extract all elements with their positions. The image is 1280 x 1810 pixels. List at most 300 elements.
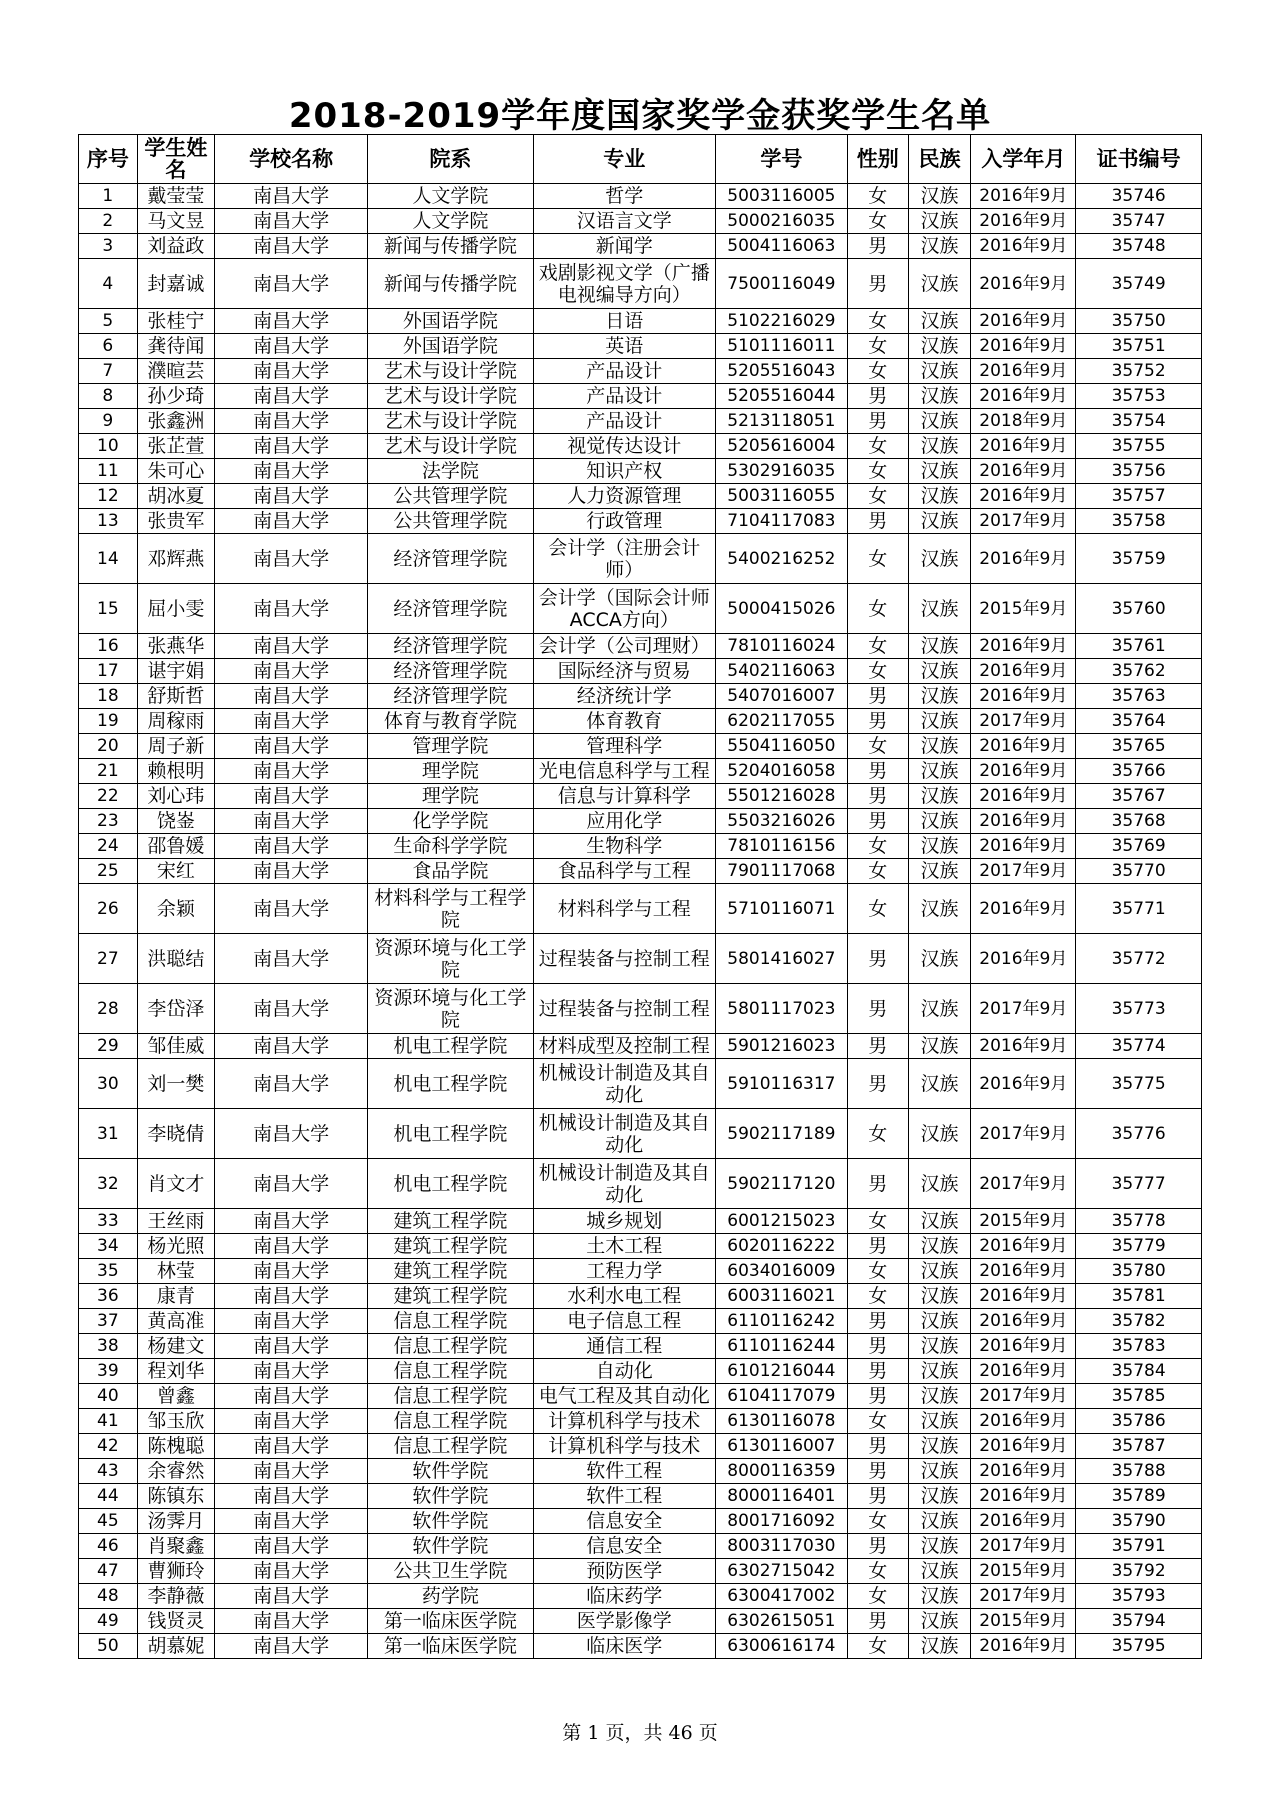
cell-certificate-no: 35787 bbox=[1076, 1434, 1202, 1459]
cell-ethnicity: 汉族 bbox=[908, 634, 971, 659]
cell-school: 南昌大学 bbox=[215, 1309, 368, 1334]
cell-department: 信息工程学院 bbox=[368, 1409, 534, 1434]
cell-department: 建筑工程学院 bbox=[368, 1284, 534, 1309]
cell-gender: 女 bbox=[847, 459, 908, 484]
cell-department: 机电工程学院 bbox=[368, 1109, 534, 1159]
cell-major: 光电信息科学与工程 bbox=[533, 759, 715, 784]
cell-department: 经济管理学院 bbox=[368, 584, 534, 634]
cell-index: 13 bbox=[79, 509, 138, 534]
cell-name: 张燕华 bbox=[137, 634, 215, 659]
cell-ethnicity: 汉族 bbox=[908, 359, 971, 384]
cell-gender: 女 bbox=[847, 1259, 908, 1284]
cell-certificate-no: 35765 bbox=[1076, 734, 1202, 759]
cell-enroll-date: 2015年9月 bbox=[971, 1609, 1076, 1634]
cell-major: 产品设计 bbox=[533, 409, 715, 434]
cell-certificate-no: 35766 bbox=[1076, 759, 1202, 784]
cell-major: 软件工程 bbox=[533, 1459, 715, 1484]
cell-student-id: 6130116007 bbox=[715, 1434, 847, 1459]
header-school: 学校名称 bbox=[215, 135, 368, 184]
cell-student-id: 5501216028 bbox=[715, 784, 847, 809]
cell-enroll-date: 2016年9月 bbox=[971, 884, 1076, 934]
cell-enroll-date: 2016年9月 bbox=[971, 459, 1076, 484]
cell-student-id: 6202117055 bbox=[715, 709, 847, 734]
cell-department: 公共卫生学院 bbox=[368, 1559, 534, 1584]
cell-department: 机电工程学院 bbox=[368, 1059, 534, 1109]
cell-enroll-date: 2016年9月 bbox=[971, 634, 1076, 659]
cell-student-id: 5205516044 bbox=[715, 384, 847, 409]
cell-enroll-date: 2017年9月 bbox=[971, 709, 1076, 734]
cell-certificate-no: 35764 bbox=[1076, 709, 1202, 734]
cell-enroll-date: 2017年9月 bbox=[971, 1534, 1076, 1559]
cell-enroll-date: 2016年9月 bbox=[971, 1434, 1076, 1459]
cell-school: 南昌大学 bbox=[215, 209, 368, 234]
cell-student-id: 8001716092 bbox=[715, 1509, 847, 1534]
cell-school: 南昌大学 bbox=[215, 434, 368, 459]
cell-gender: 男 bbox=[847, 684, 908, 709]
cell-student-id: 6101216044 bbox=[715, 1359, 847, 1384]
cell-gender: 女 bbox=[847, 859, 908, 884]
cell-ethnicity: 汉族 bbox=[908, 734, 971, 759]
cell-enroll-date: 2016年9月 bbox=[971, 834, 1076, 859]
cell-student-id: 7810116024 bbox=[715, 634, 847, 659]
cell-ethnicity: 汉族 bbox=[908, 234, 971, 259]
cell-student-id: 5801117023 bbox=[715, 984, 847, 1034]
cell-gender: 男 bbox=[847, 1609, 908, 1634]
cell-school: 南昌大学 bbox=[215, 234, 368, 259]
table-row bbox=[79, 1534, 1202, 1559]
cell-certificate-no: 35791 bbox=[1076, 1534, 1202, 1559]
cell-index: 28 bbox=[79, 984, 138, 1034]
cell-index: 1 bbox=[79, 184, 138, 209]
cell-department: 药学院 bbox=[368, 1584, 534, 1609]
table-row bbox=[79, 1509, 1202, 1534]
cell-certificate-no: 35774 bbox=[1076, 1034, 1202, 1059]
cell-name: 周子新 bbox=[137, 734, 215, 759]
cell-major: 经济统计学 bbox=[533, 684, 715, 709]
cell-index: 30 bbox=[79, 1059, 138, 1109]
cell-school: 南昌大学 bbox=[215, 1559, 368, 1584]
cell-major: 新闻学 bbox=[533, 234, 715, 259]
cell-certificate-no: 35749 bbox=[1076, 259, 1202, 309]
cell-name: 封嘉诚 bbox=[137, 259, 215, 309]
cell-student-id: 8000116359 bbox=[715, 1459, 847, 1484]
cell-ethnicity: 汉族 bbox=[908, 659, 971, 684]
cell-ethnicity: 汉族 bbox=[908, 1609, 971, 1634]
table-row bbox=[79, 784, 1202, 809]
cell-school: 南昌大学 bbox=[215, 859, 368, 884]
cell-school: 南昌大学 bbox=[215, 1259, 368, 1284]
cell-school: 南昌大学 bbox=[215, 409, 368, 434]
cell-school: 南昌大学 bbox=[215, 734, 368, 759]
cell-index: 5 bbox=[79, 309, 138, 334]
cell-certificate-no: 35772 bbox=[1076, 934, 1202, 984]
cell-enroll-date: 2016年9月 bbox=[971, 534, 1076, 584]
cell-department: 理学院 bbox=[368, 784, 534, 809]
cell-gender: 男 bbox=[847, 759, 908, 784]
cell-major: 产品设计 bbox=[533, 359, 715, 384]
cell-major: 通信工程 bbox=[533, 1334, 715, 1359]
cell-student-id: 5901216023 bbox=[715, 1034, 847, 1059]
cell-major: 机械设计制造及其自动化 bbox=[533, 1159, 715, 1209]
cell-ethnicity: 汉族 bbox=[908, 1384, 971, 1409]
cell-name: 刘心玮 bbox=[137, 784, 215, 809]
cell-ethnicity: 汉族 bbox=[908, 684, 971, 709]
cell-gender: 女 bbox=[847, 1584, 908, 1609]
cell-department: 信息工程学院 bbox=[368, 1434, 534, 1459]
cell-name: 曾鑫 bbox=[137, 1384, 215, 1409]
table-row bbox=[79, 509, 1202, 534]
cell-index: 36 bbox=[79, 1284, 138, 1309]
cell-enroll-date: 2016年9月 bbox=[971, 184, 1076, 209]
cell-name: 李岱泽 bbox=[137, 984, 215, 1034]
table-row bbox=[79, 409, 1202, 434]
cell-gender: 女 bbox=[847, 184, 908, 209]
cell-ethnicity: 汉族 bbox=[908, 1259, 971, 1284]
cell-enroll-date: 2015年9月 bbox=[971, 1209, 1076, 1234]
cell-student-id: 6020116222 bbox=[715, 1234, 847, 1259]
cell-ethnicity: 汉族 bbox=[908, 784, 971, 809]
table-row bbox=[79, 1209, 1202, 1234]
cell-index: 44 bbox=[79, 1484, 138, 1509]
cell-major: 信息安全 bbox=[533, 1534, 715, 1559]
cell-index: 16 bbox=[79, 634, 138, 659]
cell-gender: 男 bbox=[847, 784, 908, 809]
cell-name: 宋红 bbox=[137, 859, 215, 884]
table-row bbox=[79, 534, 1202, 584]
cell-school: 南昌大学 bbox=[215, 784, 368, 809]
table-body bbox=[79, 184, 1202, 1659]
cell-index: 41 bbox=[79, 1409, 138, 1434]
table-row bbox=[79, 184, 1202, 209]
cell-major: 电气工程及其自动化 bbox=[533, 1384, 715, 1409]
cell-certificate-no: 35756 bbox=[1076, 459, 1202, 484]
cell-name: 张贵军 bbox=[137, 509, 215, 534]
cell-school: 南昌大学 bbox=[215, 1159, 368, 1209]
cell-major: 材料科学与工程 bbox=[533, 884, 715, 934]
cell-gender: 女 bbox=[847, 534, 908, 584]
cell-index: 21 bbox=[79, 759, 138, 784]
cell-ethnicity: 汉族 bbox=[908, 334, 971, 359]
cell-index: 38 bbox=[79, 1334, 138, 1359]
cell-department: 软件学院 bbox=[368, 1484, 534, 1509]
cell-certificate-no: 35752 bbox=[1076, 359, 1202, 384]
cell-ethnicity: 汉族 bbox=[908, 1034, 971, 1059]
cell-gender: 女 bbox=[847, 659, 908, 684]
cell-gender: 男 bbox=[847, 1234, 908, 1259]
cell-school: 南昌大学 bbox=[215, 309, 368, 334]
cell-name: 张芷萱 bbox=[137, 434, 215, 459]
cell-school: 南昌大学 bbox=[215, 1634, 368, 1659]
cell-name: 赖根明 bbox=[137, 759, 215, 784]
cell-ethnicity: 汉族 bbox=[908, 1359, 971, 1384]
table-row bbox=[79, 884, 1202, 934]
cell-gender: 男 bbox=[847, 509, 908, 534]
cell-certificate-no: 35783 bbox=[1076, 1334, 1202, 1359]
cell-school: 南昌大学 bbox=[215, 834, 368, 859]
cell-index: 20 bbox=[79, 734, 138, 759]
cell-certificate-no: 35776 bbox=[1076, 1109, 1202, 1159]
cell-ethnicity: 汉族 bbox=[908, 1559, 971, 1584]
cell-certificate-no: 35779 bbox=[1076, 1234, 1202, 1259]
cell-student-id: 5402116063 bbox=[715, 659, 847, 684]
cell-student-id: 7810116156 bbox=[715, 834, 847, 859]
table-row bbox=[79, 259, 1202, 309]
cell-ethnicity: 汉族 bbox=[908, 1309, 971, 1334]
table-row bbox=[79, 1409, 1202, 1434]
cell-student-id: 5503216026 bbox=[715, 809, 847, 834]
cell-department: 理学院 bbox=[368, 759, 534, 784]
cell-certificate-no: 35760 bbox=[1076, 584, 1202, 634]
cell-major: 哲学 bbox=[533, 184, 715, 209]
cell-gender: 男 bbox=[847, 1484, 908, 1509]
table-row bbox=[79, 684, 1202, 709]
table-row bbox=[79, 1359, 1202, 1384]
cell-name: 杨光照 bbox=[137, 1234, 215, 1259]
cell-name: 汤霁月 bbox=[137, 1509, 215, 1534]
table-row bbox=[79, 984, 1202, 1034]
cell-name: 朱可心 bbox=[137, 459, 215, 484]
cell-enroll-date: 2016年9月 bbox=[971, 684, 1076, 709]
cell-major: 过程装备与控制工程 bbox=[533, 934, 715, 984]
cell-enroll-date: 2016年9月 bbox=[971, 359, 1076, 384]
cell-certificate-no: 35771 bbox=[1076, 884, 1202, 934]
cell-student-id: 5102216029 bbox=[715, 309, 847, 334]
cell-ethnicity: 汉族 bbox=[908, 259, 971, 309]
table-row bbox=[79, 859, 1202, 884]
cell-name: 程刘华 bbox=[137, 1359, 215, 1384]
cell-enroll-date: 2016年9月 bbox=[971, 659, 1076, 684]
cell-school: 南昌大学 bbox=[215, 509, 368, 534]
table-row bbox=[79, 759, 1202, 784]
cell-student-id: 5910116317 bbox=[715, 1059, 847, 1109]
cell-enroll-date: 2016年9月 bbox=[971, 1359, 1076, 1384]
cell-gender: 男 bbox=[847, 384, 908, 409]
cell-ethnicity: 汉族 bbox=[908, 884, 971, 934]
cell-department: 食品学院 bbox=[368, 859, 534, 884]
cell-certificate-no: 35773 bbox=[1076, 984, 1202, 1034]
cell-certificate-no: 35781 bbox=[1076, 1284, 1202, 1309]
table-row bbox=[79, 1484, 1202, 1509]
cell-student-id: 6302615051 bbox=[715, 1609, 847, 1634]
cell-index: 9 bbox=[79, 409, 138, 434]
cell-index: 37 bbox=[79, 1309, 138, 1334]
table-row bbox=[79, 659, 1202, 684]
cell-major: 工程力学 bbox=[533, 1259, 715, 1284]
cell-index: 11 bbox=[79, 459, 138, 484]
cell-index: 18 bbox=[79, 684, 138, 709]
cell-school: 南昌大学 bbox=[215, 809, 368, 834]
cell-index: 43 bbox=[79, 1459, 138, 1484]
header-student-id: 学号 bbox=[715, 135, 847, 184]
cell-name: 邹玉欣 bbox=[137, 1409, 215, 1434]
header-major: 专业 bbox=[533, 135, 715, 184]
cell-enroll-date: 2018年9月 bbox=[971, 409, 1076, 434]
page-footer: 第 1 页，共 46 页 bbox=[562, 1722, 718, 1744]
cell-ethnicity: 汉族 bbox=[908, 1584, 971, 1609]
cell-index: 2 bbox=[79, 209, 138, 234]
cell-index: 24 bbox=[79, 834, 138, 859]
table-row bbox=[79, 809, 1202, 834]
cell-major: 机械设计制造及其自动化 bbox=[533, 1109, 715, 1159]
cell-gender: 男 bbox=[847, 1034, 908, 1059]
cell-school: 南昌大学 bbox=[215, 1034, 368, 1059]
cell-name: 李静薇 bbox=[137, 1584, 215, 1609]
cell-certificate-no: 35757 bbox=[1076, 484, 1202, 509]
cell-major: 临床医学 bbox=[533, 1634, 715, 1659]
cell-student-id: 6110116244 bbox=[715, 1334, 847, 1359]
cell-gender: 女 bbox=[847, 1509, 908, 1534]
cell-school: 南昌大学 bbox=[215, 659, 368, 684]
cell-department: 外国语学院 bbox=[368, 334, 534, 359]
cell-gender: 男 bbox=[847, 709, 908, 734]
cell-index: 6 bbox=[79, 334, 138, 359]
cell-index: 34 bbox=[79, 1234, 138, 1259]
cell-school: 南昌大学 bbox=[215, 1459, 368, 1484]
cell-student-id: 5000415026 bbox=[715, 584, 847, 634]
cell-enroll-date: 2017年9月 bbox=[971, 1109, 1076, 1159]
cell-certificate-no: 35759 bbox=[1076, 534, 1202, 584]
table-row bbox=[79, 734, 1202, 759]
table-row bbox=[79, 834, 1202, 859]
cell-department: 机电工程学院 bbox=[368, 1034, 534, 1059]
cell-name: 黄高准 bbox=[137, 1309, 215, 1334]
cell-student-id: 5902117120 bbox=[715, 1159, 847, 1209]
cell-school: 南昌大学 bbox=[215, 484, 368, 509]
table-row bbox=[79, 334, 1202, 359]
cell-major: 临床药学 bbox=[533, 1584, 715, 1609]
table-header-row bbox=[79, 135, 1202, 184]
cell-enroll-date: 2017年9月 bbox=[971, 1384, 1076, 1409]
cell-school: 南昌大学 bbox=[215, 384, 368, 409]
cell-enroll-date: 2016年9月 bbox=[971, 1259, 1076, 1284]
cell-major: 医学影像学 bbox=[533, 1609, 715, 1634]
cell-ethnicity: 汉族 bbox=[908, 834, 971, 859]
cell-student-id: 5205616004 bbox=[715, 434, 847, 459]
cell-gender: 女 bbox=[847, 359, 908, 384]
cell-certificate-no: 35769 bbox=[1076, 834, 1202, 859]
cell-school: 南昌大学 bbox=[215, 1409, 368, 1434]
cell-name: 林莹 bbox=[137, 1259, 215, 1284]
cell-department: 生命科学学院 bbox=[368, 834, 534, 859]
cell-department: 外国语学院 bbox=[368, 309, 534, 334]
cell-department: 软件学院 bbox=[368, 1459, 534, 1484]
cell-school: 南昌大学 bbox=[215, 1509, 368, 1534]
cell-gender: 女 bbox=[847, 309, 908, 334]
cell-enroll-date: 2015年9月 bbox=[971, 584, 1076, 634]
cell-enroll-date: 2016年9月 bbox=[971, 309, 1076, 334]
cell-name: 刘益政 bbox=[137, 234, 215, 259]
cell-student-id: 5000216035 bbox=[715, 209, 847, 234]
cell-major: 会计学（注册会计师） bbox=[533, 534, 715, 584]
cell-enroll-date: 2016年9月 bbox=[971, 1059, 1076, 1109]
cell-department: 公共管理学院 bbox=[368, 509, 534, 534]
table-row bbox=[79, 1384, 1202, 1409]
cell-school: 南昌大学 bbox=[215, 1484, 368, 1509]
cell-certificate-no: 35768 bbox=[1076, 809, 1202, 834]
header-enroll-date: 入学年月 bbox=[971, 135, 1076, 184]
cell-school: 南昌大学 bbox=[215, 1209, 368, 1234]
cell-gender: 女 bbox=[847, 484, 908, 509]
cell-index: 19 bbox=[79, 709, 138, 734]
cell-enroll-date: 2016年9月 bbox=[971, 209, 1076, 234]
cell-enroll-date: 2016年9月 bbox=[971, 259, 1076, 309]
cell-department: 新闻与传播学院 bbox=[368, 234, 534, 259]
cell-gender: 男 bbox=[847, 1059, 908, 1109]
cell-major: 会计学（国际会计师ACCA方向） bbox=[533, 584, 715, 634]
cell-student-id: 5213118051 bbox=[715, 409, 847, 434]
cell-major: 汉语言文学 bbox=[533, 209, 715, 234]
cell-gender: 男 bbox=[847, 1159, 908, 1209]
cell-index: 4 bbox=[79, 259, 138, 309]
cell-ethnicity: 汉族 bbox=[908, 534, 971, 584]
table-row bbox=[79, 1584, 1202, 1609]
cell-department: 建筑工程学院 bbox=[368, 1209, 534, 1234]
cell-major: 预防医学 bbox=[533, 1559, 715, 1584]
cell-school: 南昌大学 bbox=[215, 1434, 368, 1459]
cell-enroll-date: 2016年9月 bbox=[971, 734, 1076, 759]
cell-gender: 女 bbox=[847, 734, 908, 759]
cell-student-id: 7104117083 bbox=[715, 509, 847, 534]
cell-enroll-date: 2016年9月 bbox=[971, 1509, 1076, 1534]
table-row bbox=[79, 709, 1202, 734]
cell-student-id: 6003116021 bbox=[715, 1284, 847, 1309]
cell-major: 行政管理 bbox=[533, 509, 715, 534]
cell-name: 饶崟 bbox=[137, 809, 215, 834]
cell-name: 曹狮玲 bbox=[137, 1559, 215, 1584]
table-row bbox=[79, 384, 1202, 409]
cell-student-id: 5710116071 bbox=[715, 884, 847, 934]
cell-certificate-no: 35763 bbox=[1076, 684, 1202, 709]
cell-enroll-date: 2016年9月 bbox=[971, 784, 1076, 809]
cell-major: 土木工程 bbox=[533, 1234, 715, 1259]
cell-certificate-no: 35786 bbox=[1076, 1409, 1202, 1434]
cell-student-id: 5407016007 bbox=[715, 684, 847, 709]
cell-ethnicity: 汉族 bbox=[908, 1284, 971, 1309]
cell-major: 电子信息工程 bbox=[533, 1309, 715, 1334]
cell-school: 南昌大学 bbox=[215, 1609, 368, 1634]
cell-school: 南昌大学 bbox=[215, 584, 368, 634]
cell-name: 余睿然 bbox=[137, 1459, 215, 1484]
cell-major: 软件工程 bbox=[533, 1484, 715, 1509]
cell-gender: 女 bbox=[847, 334, 908, 359]
cell-school: 南昌大学 bbox=[215, 534, 368, 584]
cell-name: 张鑫洲 bbox=[137, 409, 215, 434]
cell-school: 南昌大学 bbox=[215, 259, 368, 309]
cell-certificate-no: 35767 bbox=[1076, 784, 1202, 809]
cell-major: 国际经济与贸易 bbox=[533, 659, 715, 684]
cell-student-id: 6104117079 bbox=[715, 1384, 847, 1409]
cell-index: 29 bbox=[79, 1034, 138, 1059]
cell-major: 人力资源管理 bbox=[533, 484, 715, 509]
cell-student-id: 6300616174 bbox=[715, 1634, 847, 1659]
cell-department: 艺术与设计学院 bbox=[368, 359, 534, 384]
cell-department: 软件学院 bbox=[368, 1509, 534, 1534]
cell-gender: 女 bbox=[847, 1409, 908, 1434]
cell-enroll-date: 2017年9月 bbox=[971, 1159, 1076, 1209]
cell-ethnicity: 汉族 bbox=[908, 584, 971, 634]
table-row bbox=[79, 1559, 1202, 1584]
cell-name: 邵鲁媛 bbox=[137, 834, 215, 859]
cell-index: 3 bbox=[79, 234, 138, 259]
cell-student-id: 6110116242 bbox=[715, 1309, 847, 1334]
cell-enroll-date: 2016年9月 bbox=[971, 1634, 1076, 1659]
cell-name: 余颖 bbox=[137, 884, 215, 934]
cell-certificate-no: 35780 bbox=[1076, 1259, 1202, 1284]
cell-student-id: 5302916035 bbox=[715, 459, 847, 484]
cell-ethnicity: 汉族 bbox=[908, 1634, 971, 1659]
cell-ethnicity: 汉族 bbox=[908, 184, 971, 209]
cell-index: 47 bbox=[79, 1559, 138, 1584]
